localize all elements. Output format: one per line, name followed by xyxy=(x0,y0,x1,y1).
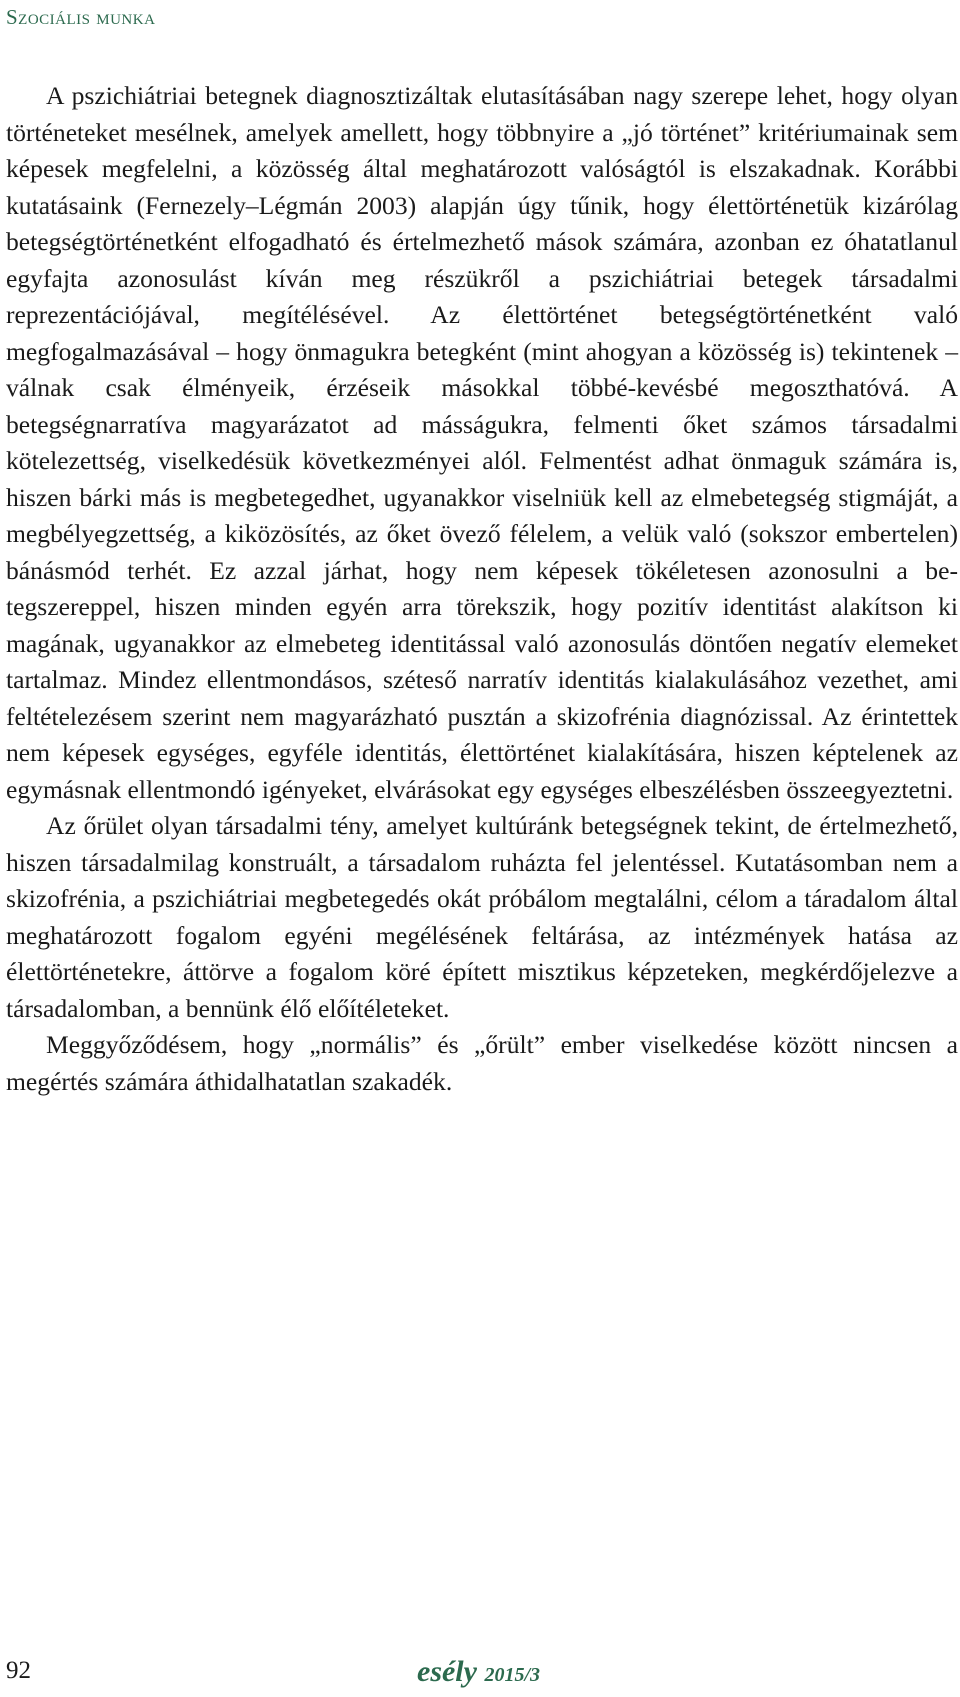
journal-footer xyxy=(417,1655,540,1689)
paragraph-2: Az őrület olyan társadalmi tény, amelyet kultúránk betegségnek tekint, de értelmezhető, hiszen társadalmilag konstruált, a társadalom ruházta fel jelentéssel. Kutatásomban nem a skizofrénia, a pszichiátriai megbetegedés okát próbálom megtalálni, célom a táradalom által meghatározott fogalom egyéni megélésének feltárása, az intézmények hatása az élettörténetekre, áttörve a fogalom köré épített misztikus képzeteken, megkérdőjelezve a társadalomban, a bennünk élő előítéleteket. xyxy=(6,811,958,1023)
running-head: Szociális munka xyxy=(6,5,156,29)
article-body xyxy=(6,78,958,1100)
journal-issue: 2015/3 xyxy=(484,1664,541,1686)
page-number: 92 xyxy=(6,1657,31,1684)
paragraph-1: A pszichiátriai betegnek diagnosztizáltak elutasításában nagy szerepe lehet, hogy olyan történeteket mesélnek, amelyek amellett, hogy többnyire a „jó történet” kritériumainak sem képesek megfelelni, a közösség által meghatározott valóságtól is elszakadnak. Korábbi kutatásaink (Fernezely–Légmán 2003) alapján úgy tűnik, hogy élettörténetük kizárólag betegségtörténetként elfogadható és értelmezhető mások számára, azonban ez óhatatlanul egyfajta azonosulást kíván meg részükről a pszichiátriai betegek társadalmi reprezentációjával, megítélésével. Az élettörténet betegségtörténetként való megfogalmazásával – hogy önmagukra betegként (mint ahogyan a közösség is) tekintenek – válnak csak élményeik, érzéseik másokkal többé-kevésbé megoszthatóvá. A betegségnarratíva magyarázatot ad másságukra, felmenti őket számos társadalmi kötelezettség, viselkedésük következményei alól. Felmentést adhat önmaguk számára is, hiszen bárki más is megbetegedhet, ugyanakkor viselniük kell az elmebetegség stigmáját, a megbélyegzettség, a kiközösítés, az őket övező félelem, a velük való (sokszor embertelen) bánásmód terhét. Ez azzal járhat, hogy nem képesek tökéletesen azonosulni a betegszereppel, hiszen minden egyén arra törekszik, hogy pozitív identitást alakítson ki magának, ugyanakkor az elmebeteg identitással való azonosulás döntően negatív elemeket tartalmaz. Mindez ellentmondásos, széteső narratív identitás kialakulásához vezethet, ami feltételezésem szerint nem magyarázható pusztán a skizofrénia diagnózissal. Az érintettek nem képesek egységes, egyféle identitás, élettörténet kialakítására, hiszen képtelenek az egymásnak ellentmondó igényeket, elvárásokat egy egységes elbeszélésben összeegyeztetni. xyxy=(6,81,958,804)
paragraph-3: Meggyőződésem, hogy „normális” és „őrült” ember viselkedése között nincsen a megértés számára áthidalhatatlan szakadék. xyxy=(6,1030,958,1096)
journal-name: esély xyxy=(417,1655,477,1688)
